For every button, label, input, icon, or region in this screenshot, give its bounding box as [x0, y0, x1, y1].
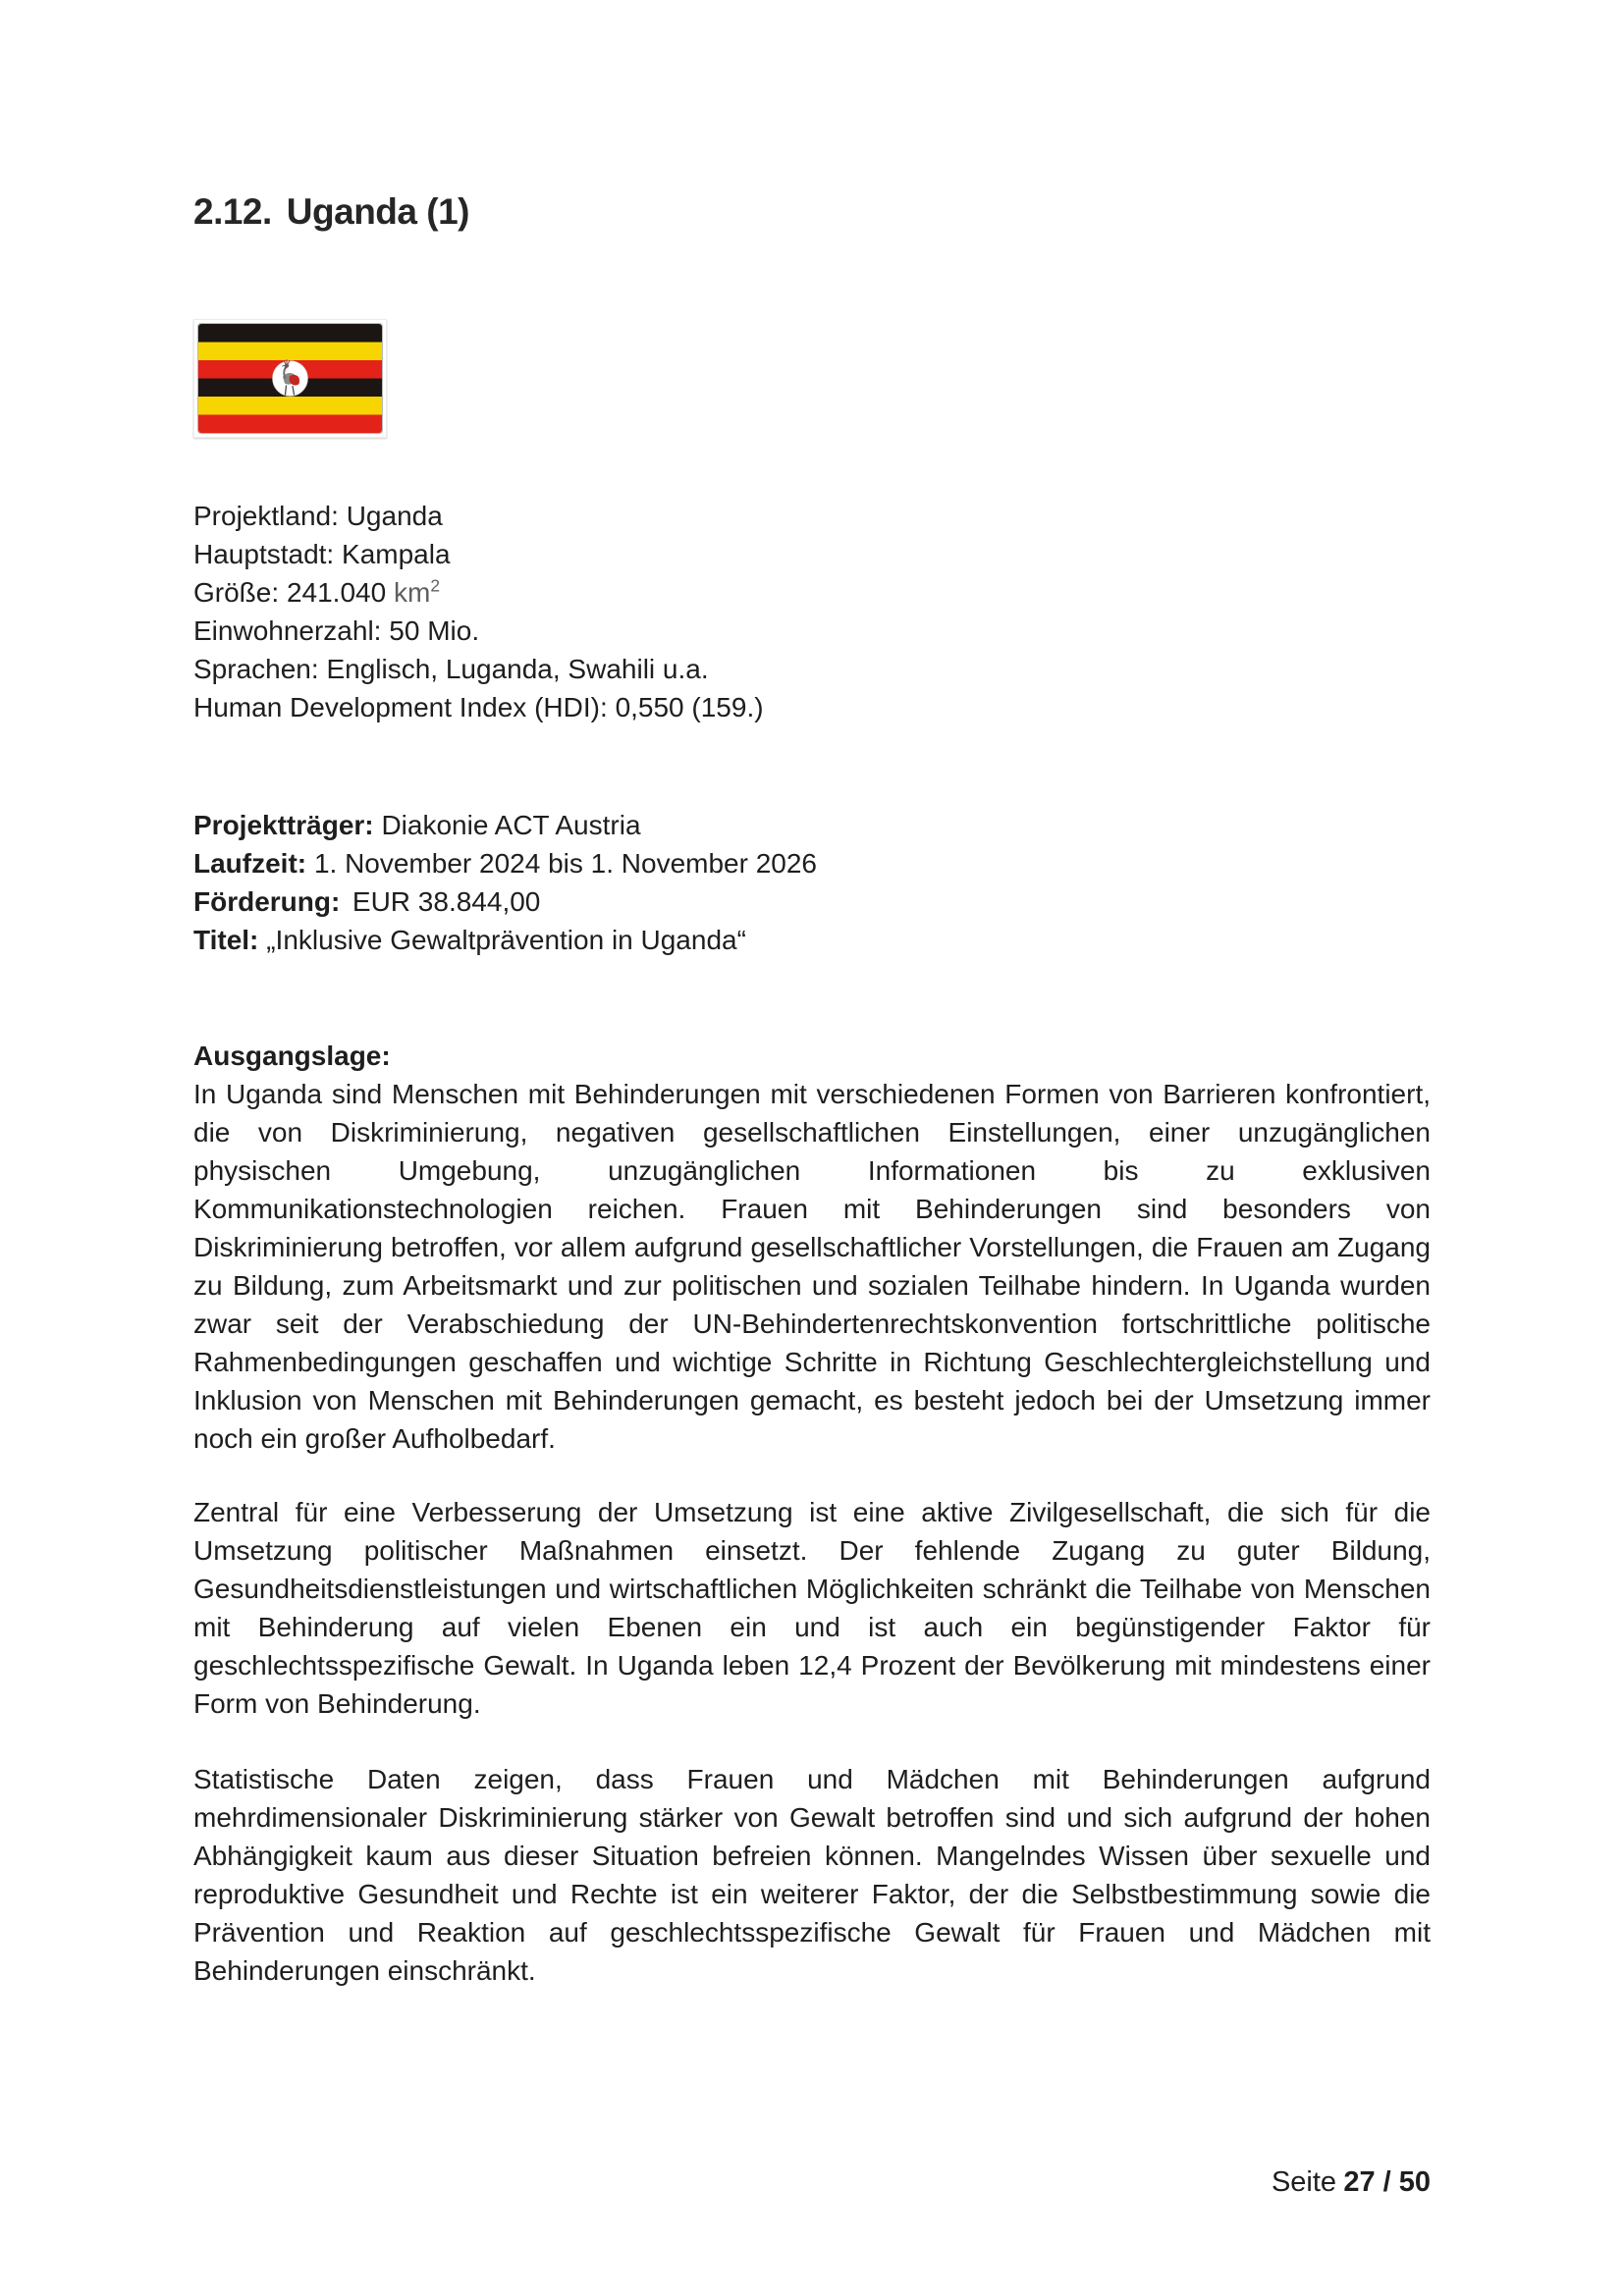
project-label: Förderung:	[193, 886, 341, 917]
project-foerderung	[193, 882, 1431, 921]
fact-sprachen	[193, 650, 1431, 688]
page-content	[193, 0, 1431, 2296]
stripe-yellow-2	[198, 397, 382, 415]
project-details	[193, 806, 1431, 959]
section-title: Uganda (1)	[286, 191, 469, 232]
fact-value: 241.040	[286, 577, 387, 608]
project-label: Laufzeit:	[193, 848, 307, 879]
project-traeger	[193, 806, 1431, 844]
fact-label: Größe:	[193, 577, 280, 608]
fact-hauptstadt	[193, 535, 1431, 573]
uganda-flag	[193, 319, 387, 438]
fact-label: Projektland:	[193, 501, 339, 531]
fact-unit: $km^2$	[394, 575, 440, 608]
project-label: Projektträger:	[193, 810, 374, 840]
flag-stripes	[198, 324, 383, 434]
country-facts	[193, 497, 1431, 726]
paragraph-ausgangslage-2: Zentral für eine Verbesserung der Umsetzung ist eine aktive Zivilgesellschaft, die sich für die Umsetzung politischer Maßnahmen einsetzt. Der fehlende Zugang zu guter Bildung, Gesundheitsdienstleistungen und wirtschaftlichen Möglichkeiten schränkt die Teilhabe von Menschen mit Behinderung auf vielen Ebenen ein und ist auch ein begünstigender Faktor für geschlechtsspezifische Gewalt. In Uganda leben 12,4 Prozent der Bevölkerung mit mindestens einer Form von Behinderung.	[193, 1497, 1431, 1719]
fact-value: Uganda	[346, 501, 443, 531]
project-value: 1. November 2024 bis 1. November 2026	[313, 848, 818, 879]
project-value: „Inklusive Gewaltprävention in Uganda“	[266, 925, 746, 955]
fact-einwohnerzahl	[193, 612, 1431, 650]
page-number	[193, 2164, 1431, 2200]
project-label: Titel:	[193, 925, 259, 955]
project-value: EUR 38.844,00	[352, 886, 541, 917]
fact-value: Kampala	[342, 539, 451, 569]
fact-value: Englisch, Luganda, Swahili u.a.	[326, 654, 709, 684]
fact-label: Einwohnerzahl:	[193, 615, 382, 646]
page-number-value: 27 / 50	[1343, 2166, 1431, 2198]
section-heading	[193, 189, 469, 235]
project-value: Diakonie ACT Austria	[381, 810, 641, 840]
fact-value: 0,550 (159.)	[615, 692, 764, 722]
page-number-label: Seite	[1271, 2166, 1337, 2198]
stripe-red-2	[198, 415, 382, 434]
fact-label: Sprachen:	[193, 654, 319, 684]
section-number: 2.12.	[193, 191, 272, 232]
project-titel	[193, 921, 1431, 959]
stripe-black-1	[198, 324, 382, 343]
fact-groesse	[193, 573, 1431, 612]
subsection-heading: Ausgangslage:	[193, 1041, 391, 1071]
fact-label: Hauptstadt:	[193, 539, 335, 569]
fact-hdi	[193, 688, 1431, 726]
fact-label: Human Development Index (HDI):	[193, 692, 608, 722]
fact-projektland	[193, 497, 1431, 535]
uganda-flag-image	[197, 323, 383, 434]
paragraph-ausgangslage-1: In Uganda sind Menschen mit Behinderungen mit verschiedenen Formen von Barrieren konfrontiert, die von Diskriminierung, negativen gesellschaftlichen Einstellungen, einer unzugänglichen physischen Umgebung, unzugänglichen Informationen bis zu exklusiven Kommunikationstechnologien reichen. Frauen mit Behinderungen sind besonders von Diskriminierung betroffen, vor allem aufgrund gesellschaftlicher Vorstellungen, die Frauen am Zugang zu Bildung, zum Arbeitsmarkt und zur politischen und sozialen Teilhabe hindern. In Uganda wurden zwar seit der Verabschiedung der UN-Behindertenrechtskonvention fortschrittliche politische Rahmenbedingungen geschaffen und wichtige Schritte in Richtung Geschlechtergleichstellung und Inklusion von Menschen mit Behinderungen gemacht, es besteht jedoch bei der Umsetzung immer noch ein großer Aufholbedarf.	[193, 1079, 1431, 1454]
paragraph-ausgangslage-3: Statistische Daten zeigen, dass Frauen und Mädchen mit Behinderungen aufgrund mehrdimensionaler Diskriminierung stärker von Gewalt betroffen sind und sich aufgrund der hohen Abhängigkeit kaum aus dieser Situation befreien können. Mangelndes Wissen über sexuelle und reproduktive Gesundheit und Rechte ist ein weiterer Faktor, der die Selbstbestimmung sowie die Prävention und Reaktion auf geschlechtsspezifische Gewalt für Frauen und Mädchen mit Behinderungen einschränkt.	[193, 1764, 1431, 1986]
stripe-yellow-1	[198, 343, 382, 361]
fact-value: 50 Mio.	[389, 615, 480, 646]
project-laufzeit	[193, 844, 1431, 882]
